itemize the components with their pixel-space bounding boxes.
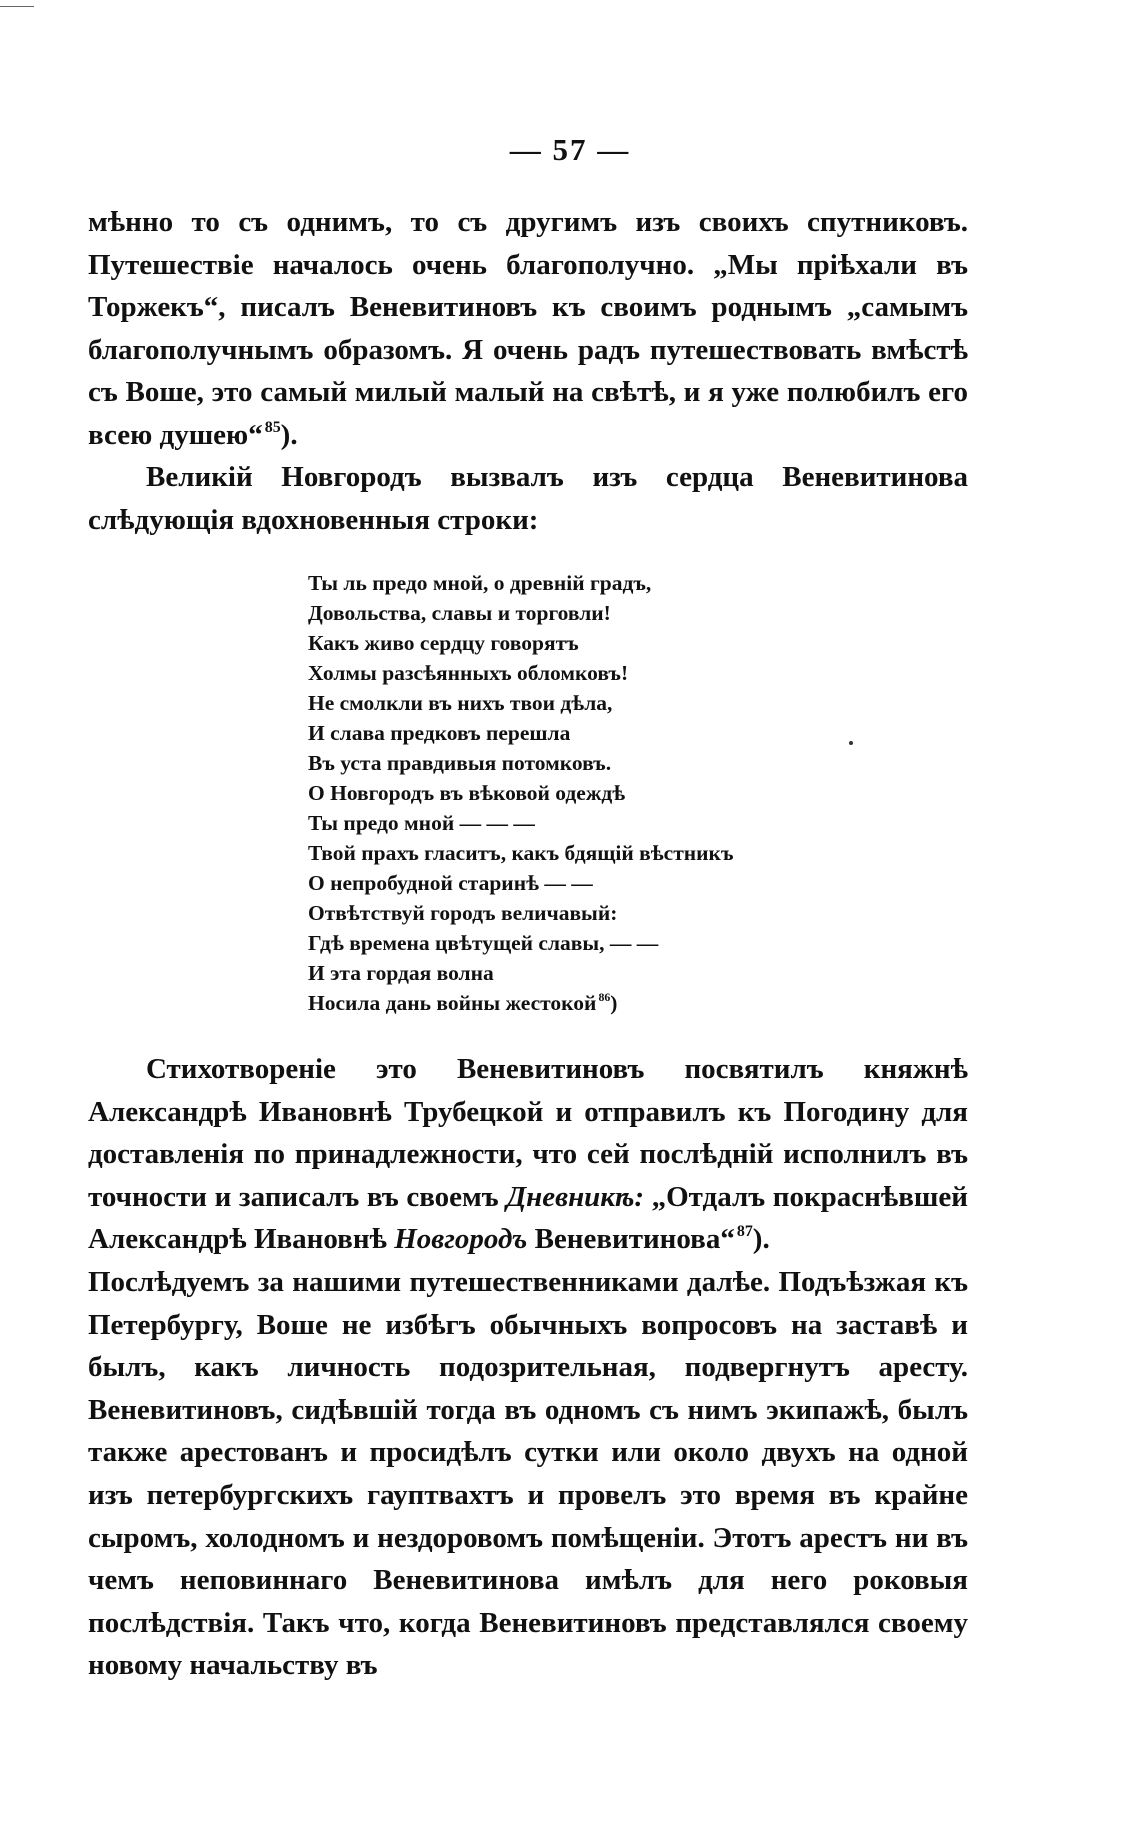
paragraph-novgorod-intro: Великій Новгородъ вызвалъ изъ сердца Веневитинова слѣдующія вдохновенныя строки: [88,461,968,536]
poem-title: Новгородъ [394,1223,528,1256]
footnote-ref-85: 85 [264,418,281,436]
corner-scan-rule [0,6,34,7]
paragraph-journey-end: ). [280,418,298,451]
paragraph-journey [88,201,968,456]
poem-line: Довольства, славы и торговли! [308,601,611,625]
closing-text [88,1048,968,1687]
poem-line: Гдѣ времена цвѣтущей славы, — — [308,931,659,955]
dedication-text-2: „Отдалъ покраснѣвшей Александрѣ Ивановнѣ [88,1180,968,1256]
dedication-text-1: Стихотвореніе это Веневитиновъ посвятилъ княжнѣ Александрѣ Ивановнѣ Трубецкой и отправилъ къ Погодину для доставленія по принадлежности, что сей послѣдній исполнилъ въ точности и записалъ въ своемъ [88,1053,968,1213]
poem-line: Холмы разсѣянныхъ обломковъ! [308,661,629,685]
poem-line: О Новгородъ въ вѣковой одеждѣ [308,781,626,805]
poem-line-text: Носила дань войны жестокой [308,991,597,1015]
opening-text [88,201,968,541]
poem-line: Не смолкли въ нихъ твои дѣла, [308,691,613,715]
diary-title: Дневникѣ: [506,1180,644,1213]
poem-line: Ты предо мной — — — [308,811,535,835]
dedication-end: ). [752,1223,770,1256]
poem-line: Въ уста правдивыя потомковъ. [308,751,612,775]
poem-line-last [308,988,928,1018]
poem-line: И эта гордая волна [308,961,494,985]
poem-line: Какъ живо сердцу говорятъ [308,631,579,655]
footnote-ref-86: 86 [598,990,611,1005]
paragraph-journey-text: мѣнно то съ однимъ, то съ другимъ изъ своихъ спутниковъ. Путешествіе началось очень благополучно. „Мы пріѣхали въ Торжекъ“, писалъ Веневитиновъ къ своимъ роднымъ „самымъ благополучнымъ образомъ. Я очень радъ путешествовать вмѣстѣ съ Воше, это самый милый малый на свѣтѣ, и я уже полюбилъ его всею душею“ [88,206,968,451]
poem-line: И слава предковъ перешла [308,721,571,745]
dedication-text-3: Веневитинова“ [534,1223,735,1256]
poem-line: Твой прахъ гласитъ, какъ бдящій вѣстникъ [308,841,734,865]
footnote-ref-87: 87 [736,1223,753,1241]
paragraph-arrest: Послѣдуемъ за нашими путешественниками далѣе. Подъѣзжая къ Петербургу, Воше не избѣгъ обычныхъ вопросовъ на заставѣ и былъ, какъ личность подозрительная, подвергнутъ аресту. Веневитиновъ, сидѣвшій тогда въ одномъ съ нимъ экипажѣ, былъ также арестованъ и просидѣлъ сутки или около двухъ на одной изъ петербургскихъ гауптвахтъ и провелъ это время въ крайне сыромъ, холодномъ и нездоровомъ помѣщеніи. Этотъ арестъ ни въ чемъ неповиннаго Веневитинова имѣлъ для него роковыя послѣдствія. Такъ что, когда Веневитиновъ представлялся своему новому начальству въ [88,1265,968,1682]
print-speck [849,741,853,745]
poem-line: Отвѣтствуй городъ величавый: [308,901,618,925]
poem-novgorod [308,568,928,1018]
poem-line: О непробудной старинѣ — — [308,871,593,895]
paragraph-dedication [88,1048,968,1261]
poem-line: Ты ль предо мной, о древній градъ, [308,571,652,595]
poem-line-end: ) [610,991,618,1015]
page-number: — 57 — [509,132,631,167]
